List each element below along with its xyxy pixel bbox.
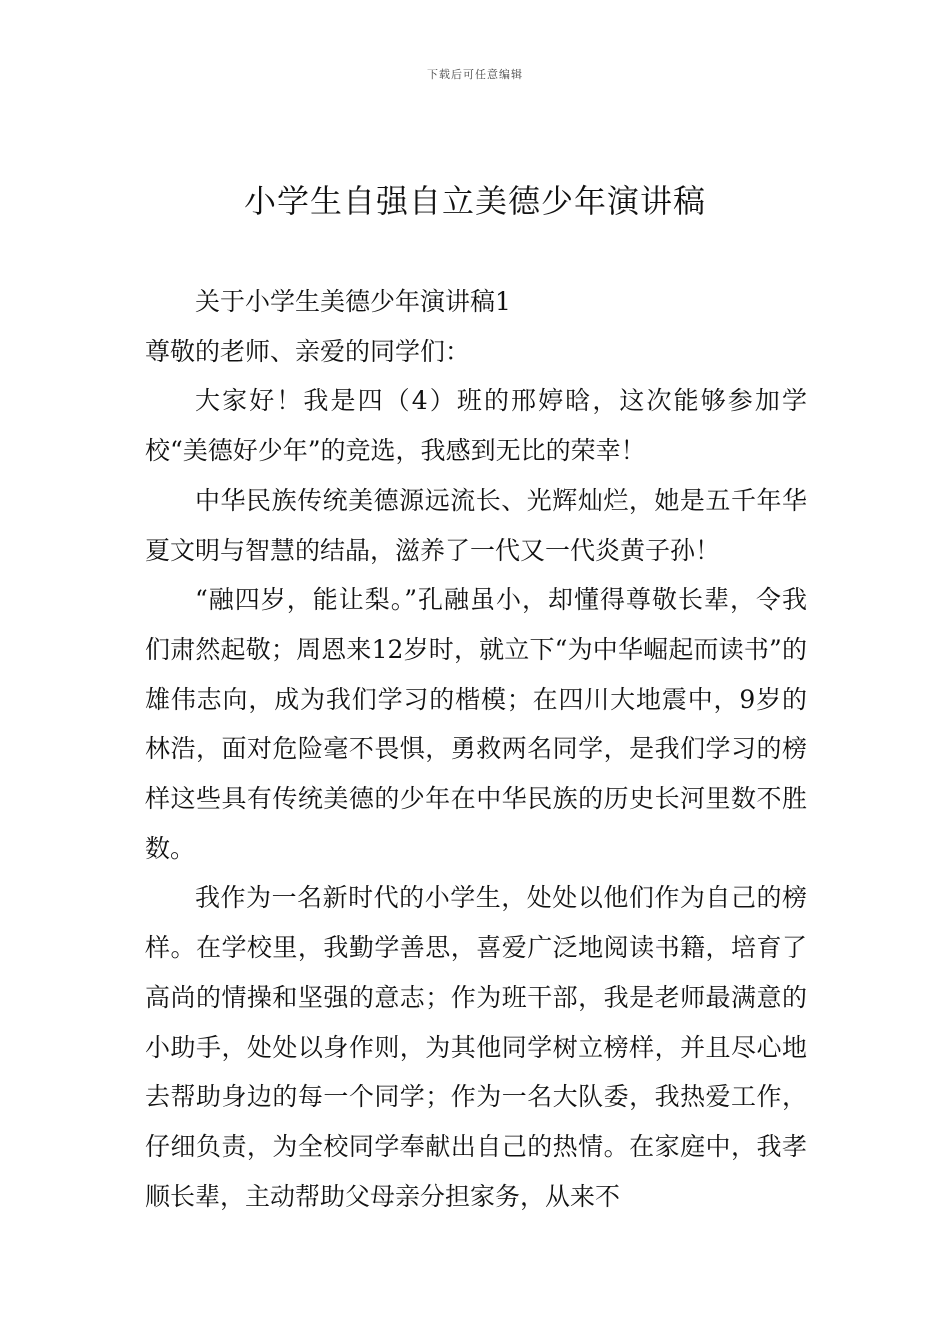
document-title: 小学生自强自立美德少年演讲稿 <box>243 182 706 220</box>
header-note: 下载后可任意编辑 <box>427 68 523 81</box>
paragraph: “融四岁，能让梨。”孔融虽小，却懂得尊敬长辈，令我们肃然起敬；周恩来12岁时，就立下“为中华崛起而读书”的雄伟志向，成为我们学习的楷模；在四川大地震中，9岁的林浩，面对危险毫不畏惧，勇救两名同学，是我们学习的榜样这些具有传统美德的少年在中华民族的历史长河里数不胜数。 <box>145 585 807 863</box>
section-heading: 关于小学生美德少年演讲稿1 <box>195 287 511 316</box>
paragraph: 我作为一名新时代的小学生，处处以他们作为自己的榜样。在学校里，我勤学善思，喜爱广泛地阅读书籍，培育了高尚的情操和坚强的意志；作为班干部，我是老师最满意的小助手，处处以身作则，为其他同学树立榜样，并且尽心地去帮助身边的每一个同学；作为一名大队委，我热爱工作，仔细负责，为全校同学奉献出自己的热情。在家庭中，我孝顺长辈，主动帮助父母亲分担家务，从来不 <box>145 883 807 1211</box>
salutation: 尊敬的老师、亲爱的同学们： <box>145 336 471 366</box>
paragraph: 大家好！我是四（4）班的邢婷晗，这次能够参加学校“美德好少年”的竞选，我感到无比的荣幸！ <box>145 386 807 466</box>
paragraph: 中华民族传统美德源远流长、光辉灿烂，她是五千年华夏文明与智慧的结晶，滋养了一代又一代炎黄子孙！ <box>145 485 807 565</box>
document-body <box>145 277 807 1221</box>
